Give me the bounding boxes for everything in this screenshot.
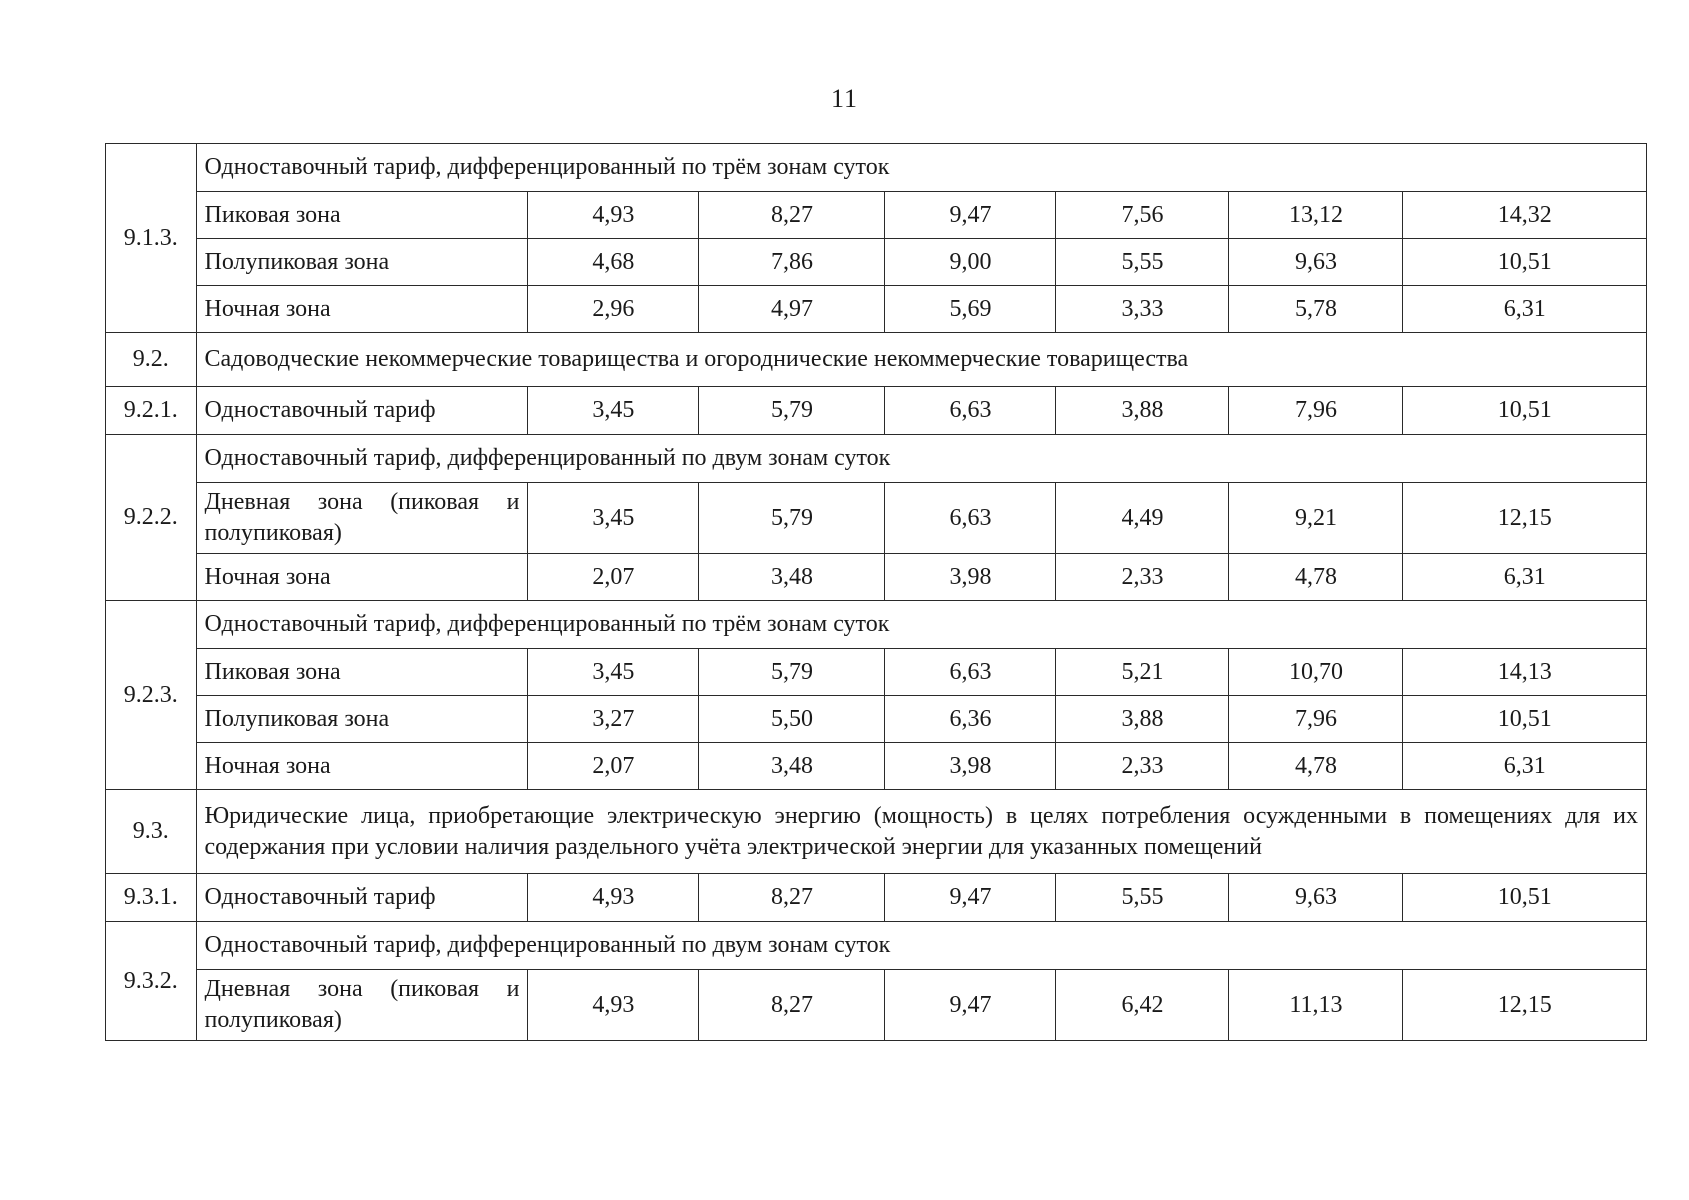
- tariff-value: 6,63: [885, 387, 1056, 435]
- tariff-value: 13,12: [1229, 192, 1403, 239]
- tariff-value: 5,79: [699, 483, 885, 554]
- tariff-value: 2,07: [528, 743, 699, 790]
- tariff-value: 4,78: [1229, 554, 1403, 601]
- tariff-value: 9,21: [1229, 483, 1403, 554]
- tariff-value: 3,48: [699, 743, 885, 790]
- tariff-value: 5,21: [1056, 649, 1229, 696]
- zone-label: Ночная зона: [196, 554, 528, 601]
- zone-label: Ночная зона: [196, 286, 528, 333]
- zone-label: Полупиковая зона: [196, 696, 528, 743]
- tariff-value: 4,68: [528, 239, 699, 286]
- group-title: Одноставочный тариф, дифференцированный по трём зонам суток: [196, 144, 1646, 192]
- group-title: Одноставочный тариф, дифференцированный по двум зонам суток: [196, 435, 1646, 483]
- tariff-value: 14,13: [1403, 649, 1647, 696]
- tariff-value: 7,96: [1229, 387, 1403, 435]
- single-tariff-row: [106, 874, 1647, 922]
- tariff-value: 3,88: [1056, 696, 1229, 743]
- zone-label: Ночная зона: [196, 743, 528, 790]
- tariff-zone-row: [106, 554, 1647, 601]
- tariff-value: 3,88: [1056, 387, 1229, 435]
- tariff-value: 9,00: [885, 239, 1056, 286]
- tariff-value: 3,33: [1056, 286, 1229, 333]
- tariff-value: 4,49: [1056, 483, 1229, 554]
- tariff-value: 11,13: [1229, 970, 1403, 1041]
- tariff-zone-row: [106, 286, 1647, 333]
- tariff-value: 5,69: [885, 286, 1056, 333]
- group-title-row: [106, 922, 1647, 970]
- tariff-zone-row: [106, 696, 1647, 743]
- tariff-zone-row: [106, 483, 1647, 554]
- tariff-value: 6,31: [1403, 286, 1647, 333]
- tariff-value: 10,51: [1403, 874, 1647, 922]
- tariff-value: 7,56: [1056, 192, 1229, 239]
- tariff-value: 5,79: [699, 649, 885, 696]
- tariff-value: 5,50: [699, 696, 885, 743]
- tariff-value: 14,32: [1403, 192, 1647, 239]
- group-title: Одноставочный тариф, дифференцированный по двум зонам суток: [196, 922, 1646, 970]
- section-title: Юридические лица, приобретающие электрическую энергию (мощность) в целях потребления осужденными в помещениях для их содержания при условии наличия раздельного учёта электрической энергии для указанных помещений: [196, 790, 1646, 874]
- tariff-zone-row: [106, 970, 1647, 1041]
- tariff-value: 6,36: [885, 696, 1056, 743]
- tariff-value: 9,63: [1229, 874, 1403, 922]
- tariff-value: 7,96: [1229, 696, 1403, 743]
- single-tariff-row: [106, 387, 1647, 435]
- tariff-value: 10,70: [1229, 649, 1403, 696]
- row-code: 9.2.3.: [106, 601, 197, 790]
- group-title: Одноставочный тариф, дифференцированный по трём зонам суток: [196, 601, 1646, 649]
- row-code: 9.2.1.: [106, 387, 197, 435]
- row-code: 9.1.3.: [106, 144, 197, 333]
- row-code: 9.3.1.: [106, 874, 197, 922]
- row-code: 9.3.: [106, 790, 197, 874]
- tariff-value: 9,47: [885, 192, 1056, 239]
- tariff-value: 5,55: [1056, 874, 1229, 922]
- tariff-value: 9,63: [1229, 239, 1403, 286]
- zone-label: Пиковая зона: [196, 649, 528, 696]
- tariff-value: 5,55: [1056, 239, 1229, 286]
- tariff-value: 8,27: [699, 192, 885, 239]
- tariff-value: 9,47: [885, 970, 1056, 1041]
- tariff-value: 4,93: [528, 970, 699, 1041]
- zone-label: Полупиковая зона: [196, 239, 528, 286]
- tariff-value: 4,93: [528, 874, 699, 922]
- tariff-value: 3,45: [528, 483, 699, 554]
- zone-label: Пиковая зона: [196, 192, 528, 239]
- zone-label: Дневная зона (пиковая и полупиковая): [196, 970, 528, 1041]
- section-row: [106, 790, 1647, 874]
- tariff-zone-row: [106, 743, 1647, 790]
- tariff-value: 2,07: [528, 554, 699, 601]
- zone-label: Дневная зона (пиковая и полупиковая): [196, 483, 528, 554]
- tariff-value: 3,45: [528, 387, 699, 435]
- section-row: [106, 333, 1647, 387]
- row-code: 9.2.2.: [106, 435, 197, 601]
- group-title-row: [106, 601, 1647, 649]
- section-title: Садоводческие некоммерческие товарищества и огороднические некоммерческие товарищества: [196, 333, 1646, 387]
- tariff-value: 2,33: [1056, 743, 1229, 790]
- group-title-row: [106, 144, 1647, 192]
- tariff-zone-row: [106, 239, 1647, 286]
- tariff-value: 6,31: [1403, 743, 1647, 790]
- row-code: 9.3.2.: [106, 922, 197, 1041]
- tariff-value: 6,63: [885, 649, 1056, 696]
- tariff-value: 3,45: [528, 649, 699, 696]
- tariff-value: 6,31: [1403, 554, 1647, 601]
- tariff-value: 7,86: [699, 239, 885, 286]
- tariff-value: 9,47: [885, 874, 1056, 922]
- tariff-value: 8,27: [699, 874, 885, 922]
- tariff-label: Одноставочный тариф: [196, 874, 528, 922]
- tariff-value: 10,51: [1403, 696, 1647, 743]
- tariff-value: 12,15: [1403, 970, 1647, 1041]
- tariff-value: 4,93: [528, 192, 699, 239]
- tariff-zone-row: [106, 649, 1647, 696]
- tariff-value: 3,98: [885, 743, 1056, 790]
- tariff-value: 5,78: [1229, 286, 1403, 333]
- tariff-value: 3,98: [885, 554, 1056, 601]
- tariff-value: 5,79: [699, 387, 885, 435]
- tariff-zone-row: [106, 192, 1647, 239]
- group-title-row: [106, 435, 1647, 483]
- page-number: 11: [830, 84, 859, 113]
- tariff-value: 4,78: [1229, 743, 1403, 790]
- tariff-value: 2,96: [528, 286, 699, 333]
- tariff-value: 6,42: [1056, 970, 1229, 1041]
- tariff-value: 10,51: [1403, 387, 1647, 435]
- tariff-value: 8,27: [699, 970, 885, 1041]
- tariff-value: 2,33: [1056, 554, 1229, 601]
- tariff-value: 3,27: [528, 696, 699, 743]
- tariff-value: 10,51: [1403, 239, 1647, 286]
- tariff-label: Одноставочный тариф: [196, 387, 528, 435]
- tariff-value: 3,48: [699, 554, 885, 601]
- tariff-value: 4,97: [699, 286, 885, 333]
- tariff-value: 6,63: [885, 483, 1056, 554]
- row-code: 9.2.: [106, 333, 197, 387]
- tariff-value: 12,15: [1403, 483, 1647, 554]
- tariff-table: [105, 143, 1647, 1041]
